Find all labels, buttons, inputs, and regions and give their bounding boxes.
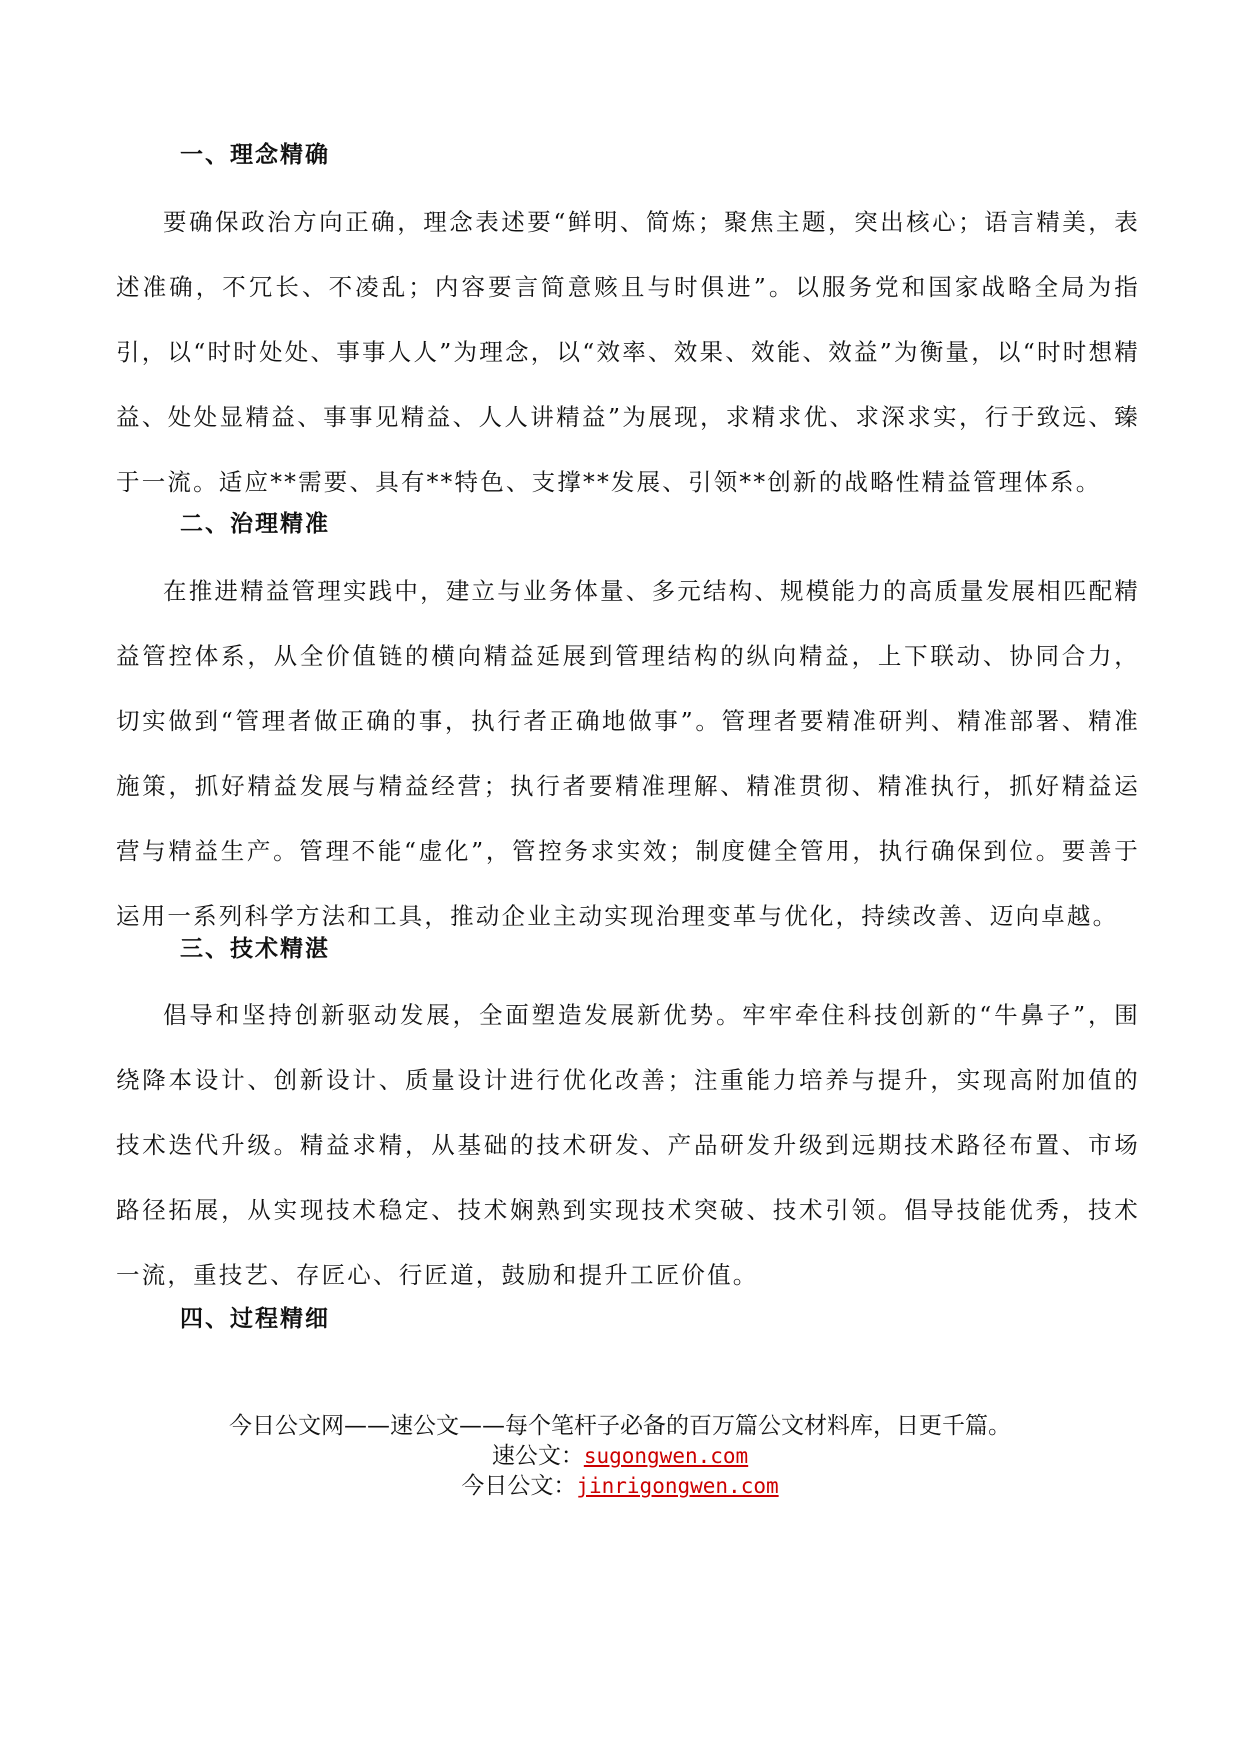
section-body-2: 在推进精益管理实践中，建立与业务体量、多元结构、规模能力的高质量发展相匹配精益管控体系，从全价值链的横向精益延展到管理结构的纵向精益，上下联动、协同合力，切实做到“管理者做正确的事，执行者正确地做事”。管理者要精准研判、精准部署、精准施策，抓好精益发展与精益经营；执行者要精准理解、精准贯彻、精准执行，抓好精益运营与精益生产。管理不能“虚化”，管控务求实效；制度健全管用，执行确保到位。要善于运用一系列科学方法和工具，推动企业主动实现治理变革与优化，持续改善、迈向卓越。 bbox=[116, 577, 1140, 930]
footer-tagline: 今日公文网——速公文——每个笔杆子必备的百万篇公文材料库，日更千篇。 bbox=[229, 1413, 1011, 1439]
section-body-3: 倡导和坚持创新驱动发展，全面塑造发展新优势。牢牢牵住科技创新的“牛鼻子”，围绕降本设计、创新设计、质量设计进行优化改善；注重能力培养与提升，实现高附加值的技术迭代升级。精益求精，从基础的技术研发、产品研发升级到远期技术路径布置、市场路径拓展，从实现技术稳定、技术娴熟到实现技术突破、技术引领。倡导技能优秀，技术一流，重技艺、存匠心、行匠道，鼓励和提升工匠价值。 bbox=[116, 1001, 1140, 1289]
footer-sugongwen-line bbox=[0, 1441, 1240, 1471]
section-heading-3: 三、技术精湛 bbox=[180, 935, 330, 962]
section-heading-4: 四、过程精细 bbox=[180, 1305, 330, 1332]
section-heading-2: 二、治理精准 bbox=[180, 510, 330, 537]
section-body-1: 要确保政治方向正确，理念表述要“鲜明、简炼；聚焦主题，突出核心；语言精美，表述准确，不冗长、不凌乱；内容要言简意赅且与时俱进”。以服务党和国家战略全局为指引，以“时时处处、事事人人”为理念，以“效率、效果、效能、效益”为衡量，以“时时想精益、处处显精益、事事见精益、人人讲精益”为展现，求精求优、求深求实，行于致远、臻于一流。适应**需要、具有**特色、支撑**发展、引领**创新的战略性精益管理体系。 bbox=[116, 208, 1140, 496]
footer bbox=[0, 1411, 1240, 1501]
footer-jinri-label: 今日公文： bbox=[461, 1473, 577, 1499]
section-heading-1: 一、理念精确 bbox=[180, 141, 330, 168]
footer-jinri-line bbox=[0, 1471, 1240, 1501]
footer-sugongwen-label: 速公文： bbox=[491, 1443, 584, 1469]
sugongwen-link[interactable]: sugongwen.com bbox=[583, 1444, 749, 1468]
jinrigongwen-link[interactable]: jinrigongwen.com bbox=[576, 1474, 779, 1498]
